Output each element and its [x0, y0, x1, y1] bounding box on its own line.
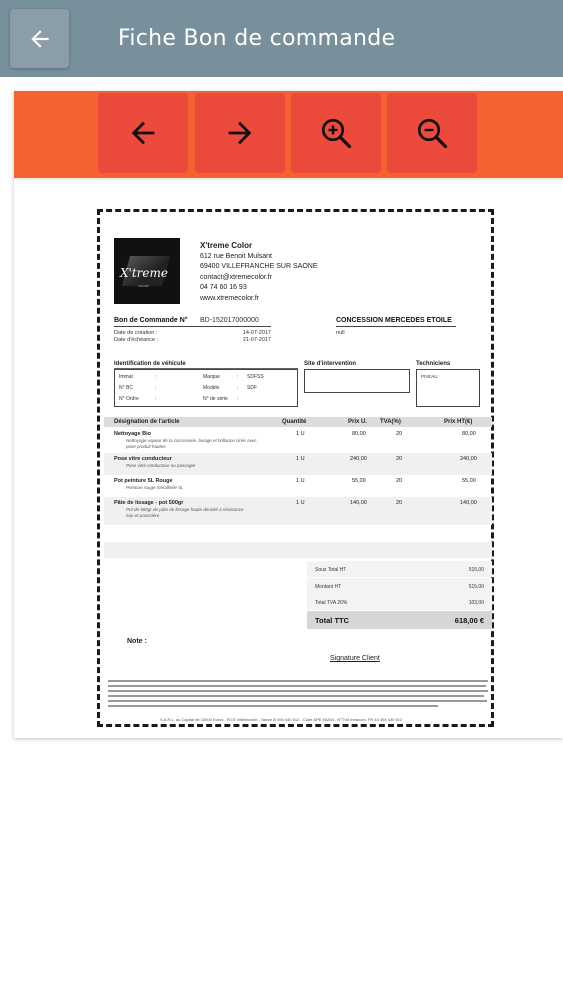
total-ttc-label: Total TTC	[315, 616, 350, 625]
sous-total-value: 515,00	[468, 567, 484, 573]
sep: :	[155, 396, 157, 402]
item-pu: 140,00	[350, 500, 367, 506]
order-title: Bon de Commande N°	[114, 317, 188, 324]
immat-label: Immat	[119, 374, 133, 380]
item-pu: 55,00	[352, 478, 366, 484]
table-row	[104, 497, 492, 525]
item-ht: 80,00	[462, 431, 476, 437]
item-tva: 20	[396, 478, 403, 484]
marque-value: SDFSS	[247, 374, 264, 380]
site-box	[304, 369, 410, 393]
marque-label: Marque	[203, 374, 220, 380]
item-qty: 1 U	[296, 500, 305, 506]
arrow-left-icon	[27, 26, 53, 52]
legal-text-line	[108, 685, 486, 687]
item-tva: 20	[396, 431, 403, 437]
col-prix-u: Prix U.	[348, 419, 368, 425]
item-ht: 55,00	[462, 478, 476, 484]
sous-total-row	[307, 561, 492, 577]
item-ht: 140,00	[460, 500, 477, 506]
item-tva: 20	[396, 456, 403, 462]
item-desc: Nettoyage vapeur de la carrosserie, lavage et brillance cirée avec pose produit hautes.	[126, 438, 257, 449]
table-spacer-row	[104, 542, 492, 558]
legal-text-line	[108, 695, 484, 697]
vehicle-box	[114, 369, 298, 407]
company-address: 612 rue Benoit Mulsant	[200, 252, 272, 260]
nordre-label: N° Ordre	[119, 396, 139, 402]
client-name: CONCESSION MERCEDES ETOILE	[336, 317, 452, 324]
nbc-label: N° BC	[119, 385, 133, 391]
col-designation: Désignation de l'article	[114, 419, 180, 425]
item-desc: Pose vitre conducteur ou passager	[126, 463, 196, 468]
item-pu: 80,00	[352, 431, 366, 437]
item-pu: 240,00	[350, 456, 367, 462]
company-name: X'treme Color	[200, 241, 253, 250]
modele-value: SDF	[247, 385, 257, 391]
company-email: contact@xtremecolor.fr	[200, 273, 273, 281]
previous-page-button[interactable]	[98, 93, 188, 173]
due-date-row	[114, 337, 271, 343]
site-section-label: Site d'intervention	[304, 361, 357, 367]
item-tva: 20	[396, 500, 403, 506]
zoom-in-icon	[318, 115, 354, 151]
signature-label: Signature Client	[330, 655, 380, 662]
table-row	[104, 475, 492, 497]
logo-subtext: COLOR	[138, 284, 149, 288]
zoom-in-button[interactable]	[291, 93, 381, 173]
legal-text-line	[108, 700, 487, 702]
next-page-button[interactable]	[195, 93, 285, 173]
sep: :	[237, 374, 239, 380]
company-city: 69400 VILLEFRANCHE SUR SAONE	[200, 263, 318, 270]
app-bar	[0, 0, 563, 77]
company-phone: 04 74 60 16 93	[200, 284, 247, 291]
table-row	[104, 429, 492, 453]
toolbar-divider	[14, 178, 563, 181]
item-desc: Peinture rouge métallisée 5L	[126, 485, 184, 490]
items-table-header	[104, 417, 492, 427]
col-prix-ht: Prix HT(€)	[444, 419, 473, 425]
table-row	[104, 453, 492, 475]
order-document[interactable]	[97, 209, 494, 727]
logo-text: X'treme	[120, 266, 168, 280]
company-info	[200, 241, 318, 304]
page-title: Fiche Bon de commande	[118, 26, 396, 51]
total-ttc-value: 618,00 €	[454, 616, 484, 625]
sep: :	[155, 374, 157, 380]
legal-text-line	[108, 705, 438, 707]
zoom-out-button[interactable]	[387, 93, 477, 173]
col-quantite: Quantité	[282, 419, 307, 425]
techs-box	[416, 369, 480, 407]
tech-value: PIVEAU	[421, 374, 438, 379]
tva-row	[307, 594, 492, 610]
item-name: Nettoyage Bio	[114, 431, 151, 437]
due-label: Date d'échéance :	[114, 337, 159, 343]
sep: :	[155, 385, 157, 391]
document-viewer	[14, 91, 563, 738]
item-name: Pot peinture 5L Rouge	[114, 478, 173, 484]
viewer-toolbar	[14, 91, 563, 178]
arrow-right-icon	[223, 116, 257, 150]
tva-label: Total TVA 20%	[315, 600, 348, 606]
order-divider	[114, 326, 271, 327]
item-qty: 1 U	[296, 456, 305, 462]
item-qty: 1 U	[296, 478, 305, 484]
col-tva: TVA(%)	[380, 419, 401, 425]
sep: :	[237, 385, 239, 391]
note-label: Note :	[127, 638, 147, 645]
order-number: BD-152017000000	[200, 317, 259, 324]
modele-label: Modèle	[203, 385, 220, 391]
item-name: Pâte de lissage - pot 500gr	[114, 500, 184, 506]
item-desc: Pot de 500gr de pâte de lissage haute densité à résistance eau et poussière	[126, 507, 244, 518]
due-value: 21-07-2017	[242, 337, 271, 343]
legal-text-line	[108, 680, 488, 682]
tva-value: 103,00	[468, 600, 484, 606]
client-divider	[336, 326, 456, 327]
company-web: www.xtremecolor.fr	[200, 294, 260, 302]
sep: :	[237, 396, 239, 402]
montant-ht-value: 515,00	[468, 584, 484, 590]
item-ht: 240,00	[460, 456, 477, 462]
vehicle-section-label: Identification de véhicule	[114, 361, 186, 367]
techs-section-label: Techniciens	[416, 361, 451, 367]
total-ttc-row	[307, 611, 492, 629]
item-qty: 1 U	[296, 431, 305, 437]
montant-ht-row	[307, 578, 492, 594]
item-name: Pose vitre conducteur	[114, 456, 172, 462]
sous-total-label: Sous Total HT	[315, 567, 347, 573]
company-logo	[114, 238, 180, 304]
created-date-row	[114, 330, 271, 336]
created-value: 14-07-2017	[242, 330, 271, 336]
created-label: Date de création :	[114, 330, 158, 336]
zoom-out-icon	[414, 115, 450, 151]
back-button[interactable]	[10, 9, 69, 68]
company-footer: S.A.R.L. au Capital de 10000 Euros - RCS Villefranche - Tarare B 494 440 512 - Code APE 4520A - N°TVA Intracom. FR 44 494 440 512	[160, 717, 403, 722]
client-extra: null	[336, 330, 345, 336]
arrow-left-icon	[126, 116, 160, 150]
nserie-label: N° de série	[203, 396, 228, 402]
montant-ht-label: Montant HT	[315, 584, 342, 590]
legal-text-line	[108, 690, 488, 692]
